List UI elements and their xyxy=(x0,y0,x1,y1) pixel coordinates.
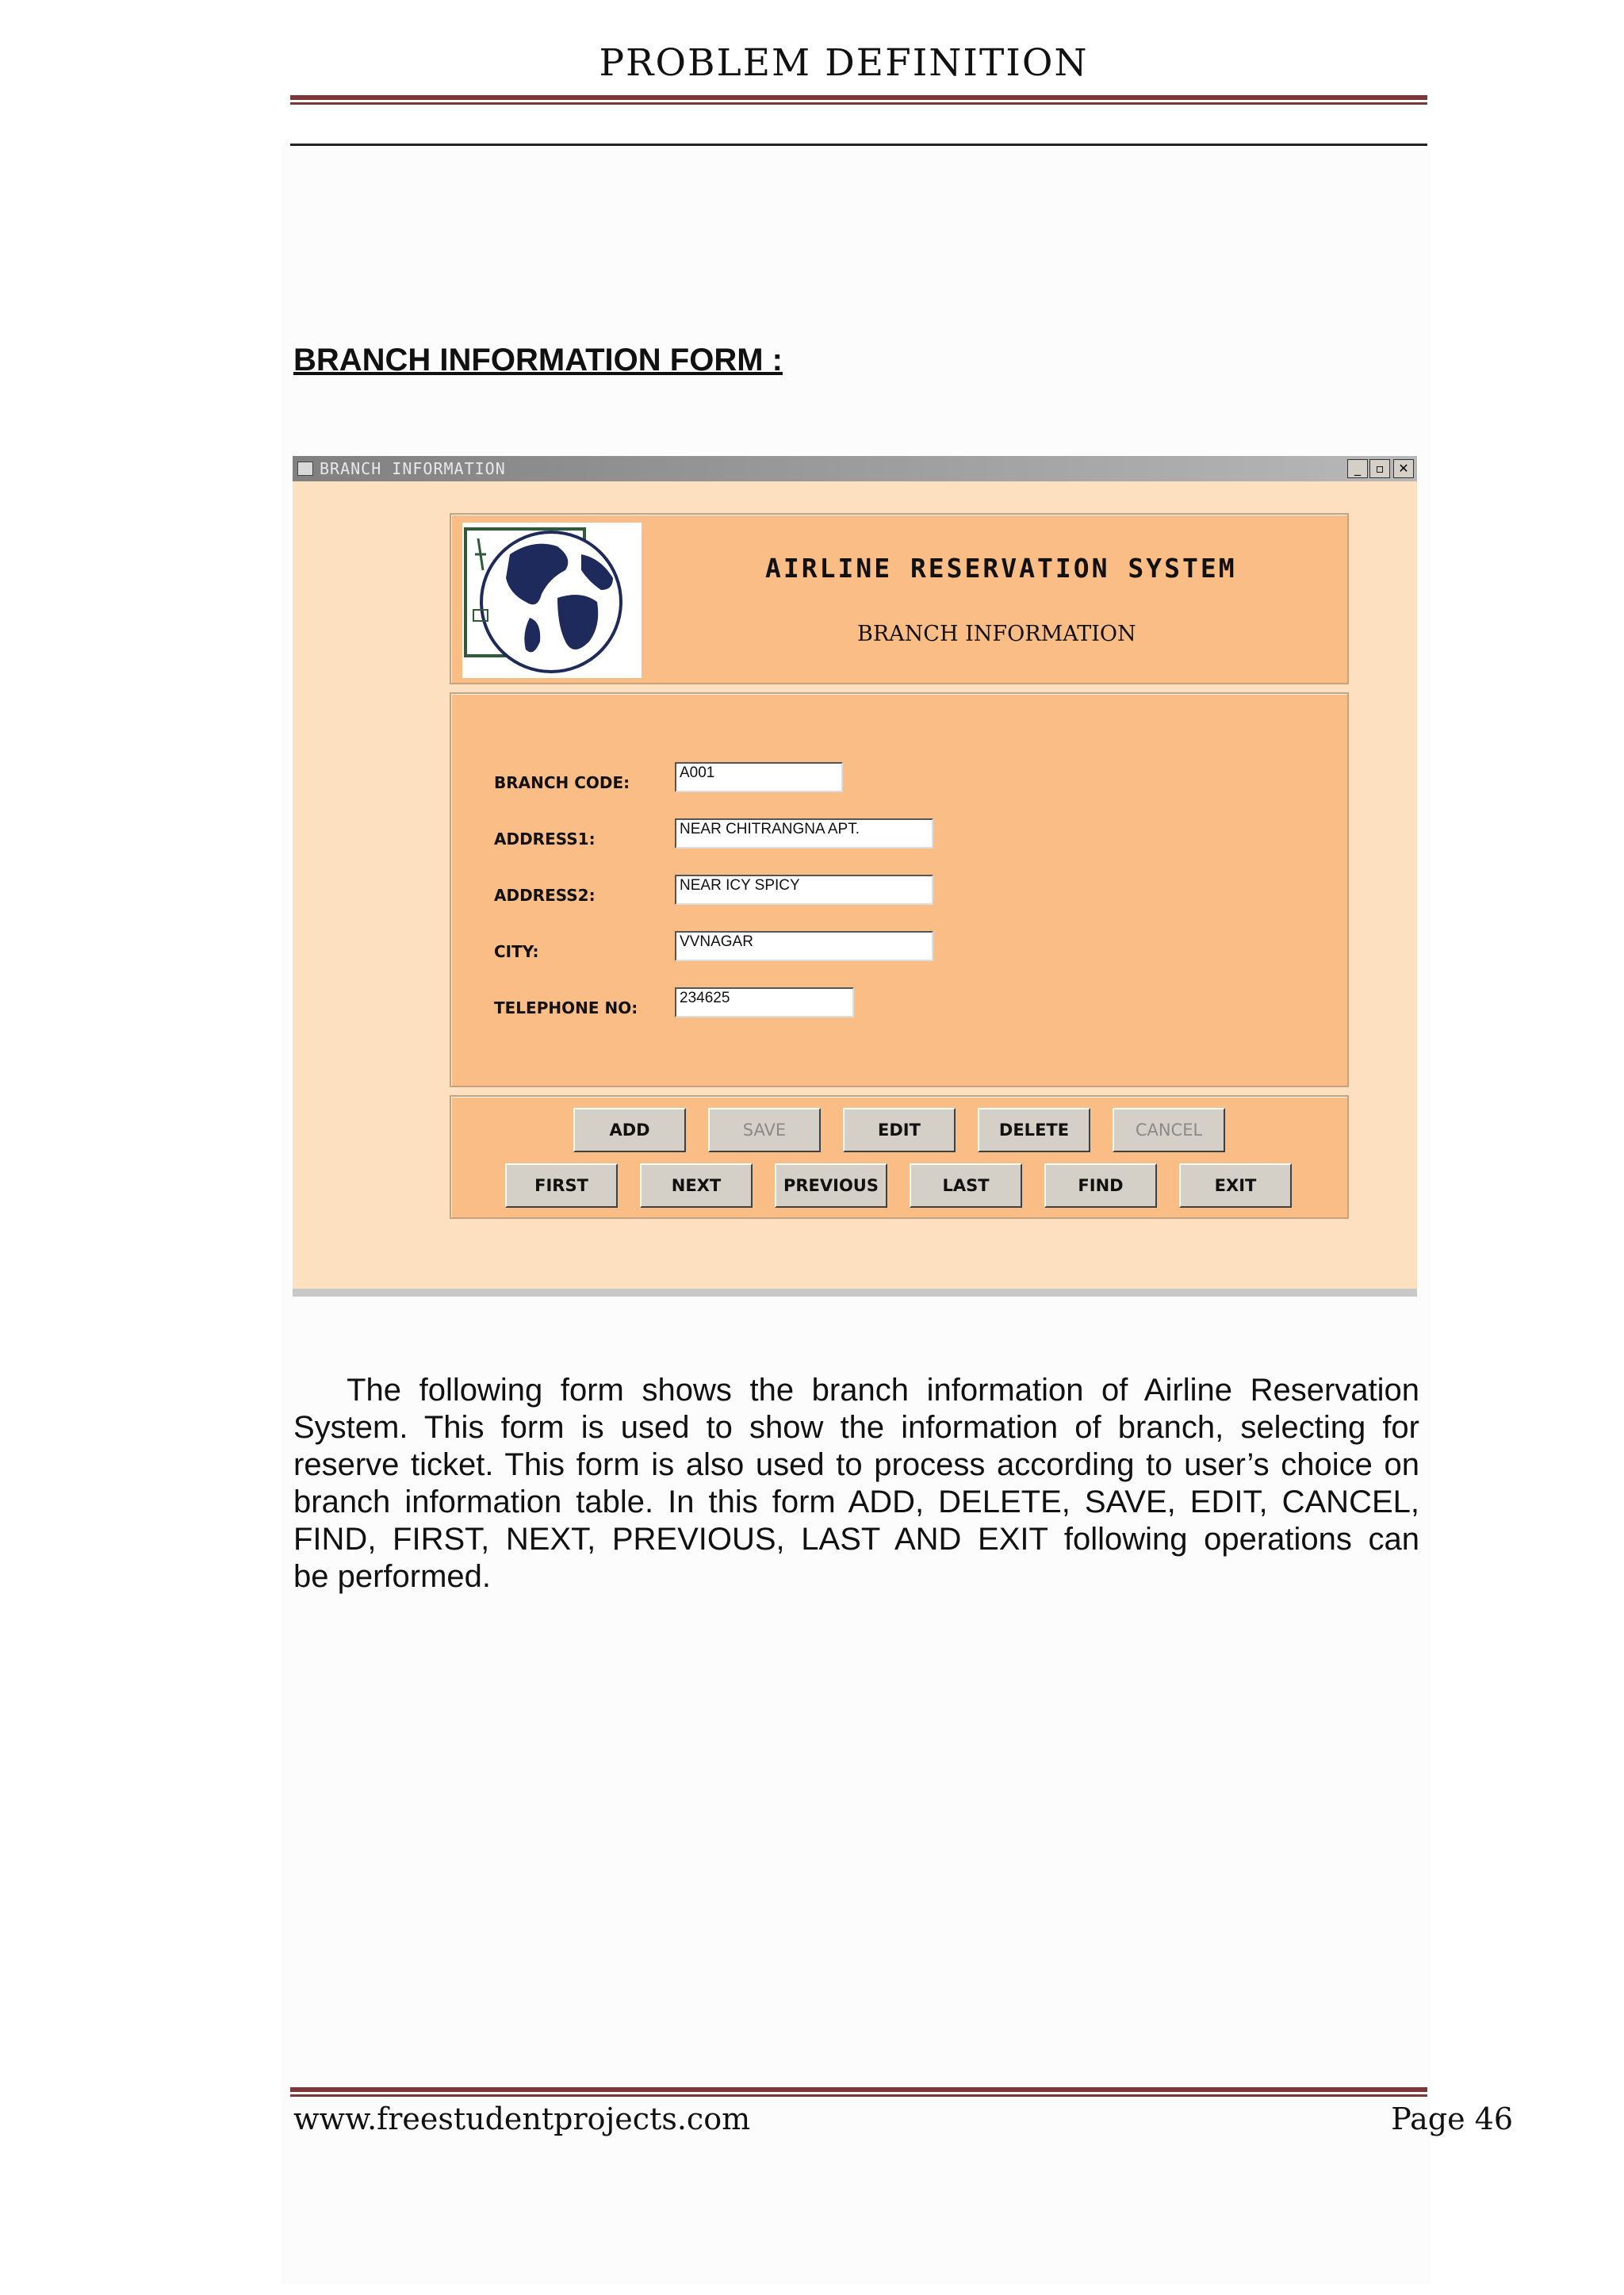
window-app-icon xyxy=(297,462,313,476)
paragraph-line: The following form shows the branch information of Airline Reservation xyxy=(293,1373,1419,1408)
last-button[interactable]: LAST xyxy=(910,1163,1022,1208)
window-title: BRANCH INFORMATION xyxy=(320,459,506,478)
first-button[interactable]: FIRST xyxy=(505,1163,618,1208)
description-paragraph xyxy=(293,1372,1419,1596)
buttons-panel xyxy=(450,1095,1349,1219)
restore-button[interactable]: ▫ xyxy=(1369,459,1390,478)
exit-button[interactable]: EXIT xyxy=(1179,1163,1292,1208)
window-bottom-edge xyxy=(293,1289,1417,1297)
header-rule-secondary xyxy=(290,102,1427,105)
paragraph-line: System. This form is used to show the information of branch, selecting for xyxy=(293,1410,1419,1445)
address2-label: ADDRESS2: xyxy=(494,886,596,905)
add-button[interactable]: ADD xyxy=(573,1108,686,1152)
branch-code-label: BRANCH CODE: xyxy=(494,773,630,792)
footer-website: www.freestudentprojects.com xyxy=(293,2102,751,2136)
form-title: BRANCH INFORMATION xyxy=(857,622,1136,646)
paragraph-line: FIND, FIRST, NEXT, PREVIOUS, LAST AND EXIT following operations can xyxy=(293,1522,1419,1557)
city-field[interactable]: VVNAGAR xyxy=(675,931,933,961)
fields-panel xyxy=(450,692,1349,1087)
footer-rule-secondary xyxy=(290,2094,1427,2097)
window-titlebar[interactable] xyxy=(293,456,1417,481)
page-number: Page 46 xyxy=(1391,2102,1513,2136)
paragraph-line: be performed. xyxy=(293,1559,492,1594)
globe-logo xyxy=(462,523,642,678)
edit-button[interactable]: EDIT xyxy=(843,1108,956,1152)
cancel-button[interactable]: CANCEL xyxy=(1113,1108,1225,1152)
minimize-button[interactable]: _ xyxy=(1347,459,1368,478)
header-panel xyxy=(450,513,1349,684)
address2-field[interactable]: NEAR ICY SPICY xyxy=(675,875,933,905)
app-title: AIRLINE RESERVATION SYSTEM xyxy=(765,553,1237,584)
page-header-title: PROBLEM DEFINITION xyxy=(599,41,1089,85)
address1-field[interactable]: NEAR CHITRANGNA APT. xyxy=(675,818,933,849)
city-label: CITY: xyxy=(494,942,539,961)
save-button[interactable]: SAVE xyxy=(708,1108,821,1152)
header-divider xyxy=(290,144,1427,146)
paragraph-line: branch information table. In this form ADD, DELETE, SAVE, EDIT, CANCEL, xyxy=(293,1485,1419,1519)
address1-label: ADDRESS1: xyxy=(494,829,596,849)
footer-rule xyxy=(290,2087,1427,2092)
header-rule xyxy=(290,95,1427,100)
paragraph-line: reserve ticket. This form is also used to process according to user’s choice on xyxy=(293,1447,1419,1482)
close-button[interactable]: ✕ xyxy=(1393,459,1414,478)
previous-button[interactable]: PREVIOUS xyxy=(775,1163,887,1208)
section-heading: BRANCH INFORMATION FORM : xyxy=(293,343,783,377)
telephone-field[interactable]: 234625 xyxy=(675,987,854,1017)
telephone-label: TELEPHONE NO: xyxy=(494,998,638,1017)
branch-information-window xyxy=(293,456,1417,1297)
branch-code-field[interactable]: A001 xyxy=(675,762,843,792)
find-button[interactable]: FIND xyxy=(1044,1163,1157,1208)
delete-button[interactable]: DELETE xyxy=(978,1108,1090,1152)
globe-icon xyxy=(462,523,642,678)
next-button[interactable]: NEXT xyxy=(640,1163,753,1208)
